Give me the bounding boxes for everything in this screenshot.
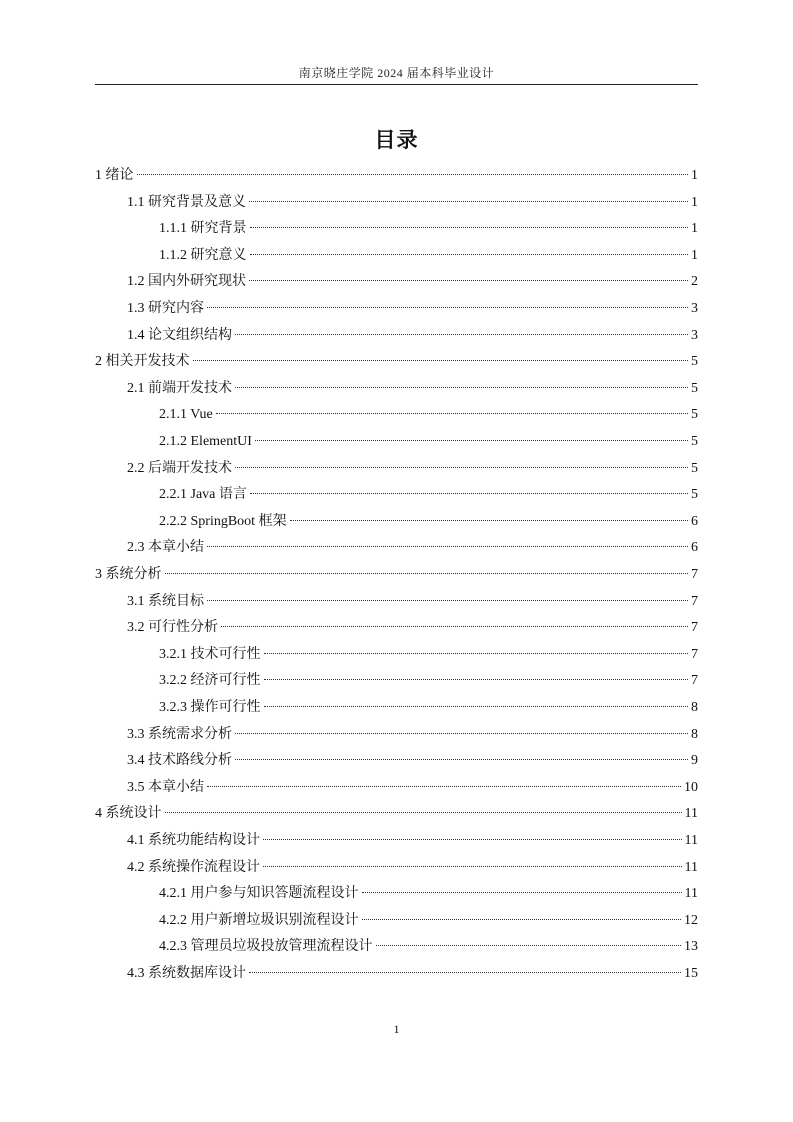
toc-entry[interactable] — [127, 271, 698, 293]
toc-entry-page: 5 — [691, 354, 698, 370]
toc-entry-label: 4.2.3 管理员垃圾投放管理流程设计 — [159, 939, 373, 955]
toc-entry[interactable] — [127, 458, 698, 480]
toc-entry-page: 6 — [691, 540, 698, 556]
toc-entry[interactable] — [159, 910, 698, 932]
toc-entry[interactable] — [159, 404, 698, 426]
toc-entry-label: 2.1.2 ElementUI — [159, 434, 252, 449]
toc-entry-page: 6 — [691, 513, 698, 529]
toc-entry[interactable] — [159, 936, 698, 958]
toc-dot-leader — [207, 307, 688, 308]
toc-entry-page: 1 — [691, 247, 698, 263]
toc-entry[interactable] — [159, 670, 698, 692]
toc-entry-page: 11 — [684, 886, 698, 902]
toc-entry[interactable] — [159, 431, 698, 453]
header-rule — [95, 84, 698, 85]
toc-entry[interactable] — [127, 857, 698, 879]
toc-entry[interactable] — [127, 298, 698, 320]
toc-entry-label: 3.2.2 经济可行性 — [159, 673, 261, 689]
toc-entry-label: 3.3 系统需求分析 — [127, 726, 232, 742]
toc-dot-leader — [235, 759, 688, 760]
toc-entry-label: 2.3 本章小结 — [127, 540, 204, 556]
toc-entry[interactable] — [127, 777, 698, 799]
toc-dot-leader — [263, 839, 682, 840]
toc-entry-label: 3.2 可行性分析 — [127, 620, 218, 636]
toc-title: 目录 — [374, 128, 419, 152]
toc-entry[interactable] — [127, 750, 698, 772]
toc-entry-label: 4 系统设计 — [95, 806, 162, 822]
toc-entry-page: 5 — [691, 380, 698, 396]
toc-entry-label: 1.1.1 研究背景 — [159, 221, 247, 237]
toc-entry-page: 10 — [684, 779, 698, 795]
toc-dot-leader — [264, 706, 689, 707]
toc-dot-leader — [290, 520, 688, 521]
toc-entry-page: 7 — [691, 620, 698, 636]
toc-dot-leader — [255, 440, 688, 441]
toc-entry[interactable] — [95, 351, 698, 373]
toc-entry-page: 8 — [691, 726, 698, 742]
toc-dot-leader — [137, 174, 689, 175]
toc-entry-page: 5 — [691, 407, 698, 423]
toc-entry-page: 12 — [684, 912, 698, 928]
toc-dot-leader — [362, 919, 682, 920]
toc-entry-label: 3 系统分析 — [95, 567, 162, 582]
toc-dot-leader — [376, 945, 682, 946]
toc-entry-page: 9 — [691, 753, 698, 769]
toc-dot-leader — [264, 653, 689, 654]
toc-dot-leader — [235, 467, 688, 468]
toc-entry-page: 13 — [684, 939, 698, 955]
toc-entry-label: 3.1 系统目标 — [127, 593, 204, 609]
toc-entry[interactable] — [159, 484, 698, 506]
toc-dot-leader — [216, 413, 688, 414]
toc-dot-leader — [193, 360, 689, 361]
toc-entry[interactable] — [127, 378, 698, 400]
toc-entry-page: 11 — [684, 833, 698, 848]
toc-entry-page: 5 — [691, 487, 698, 503]
page-header: 南京晓庄学院 2024 届本科毕业设计 — [298, 66, 495, 80]
toc-dot-leader — [235, 733, 688, 734]
toc-entry[interactable] — [127, 325, 698, 347]
toc-entry-label: 4.2.2 用户新增垃圾识别流程设计 — [159, 912, 359, 928]
toc-entry-page: 11 — [684, 859, 698, 875]
toc-entry-page: 15 — [684, 966, 698, 981]
toc-entry-label: 1.4 论文组织结构 — [127, 327, 232, 343]
toc-entry-page: 7 — [691, 593, 698, 609]
toc-entry-label: 3.2.3 操作可行性 — [159, 700, 261, 715]
toc-dot-leader — [250, 254, 689, 255]
toc-dot-leader — [249, 201, 688, 202]
toc-entry-page: 7 — [691, 673, 698, 689]
toc-entry-page: 3 — [691, 327, 698, 343]
toc-dot-leader — [165, 573, 689, 574]
toc-entry[interactable] — [127, 192, 698, 214]
toc-entry[interactable] — [159, 883, 698, 905]
toc-dot-leader — [207, 600, 688, 601]
toc-dot-leader — [221, 626, 688, 627]
toc-dot-leader — [235, 334, 688, 335]
toc-entry-label: 3.2.1 技术可行性 — [159, 646, 261, 662]
toc-entry-page: 1 — [691, 221, 698, 237]
toc-entry-label: 4.2 系统操作流程设计 — [127, 859, 260, 875]
toc-entry[interactable] — [95, 564, 698, 586]
toc-entry-label: 1.1.2 研究意义 — [159, 247, 247, 263]
toc-entry[interactable] — [159, 511, 698, 533]
toc-entry[interactable] — [159, 218, 698, 240]
toc-entry[interactable] — [159, 245, 698, 267]
toc-entry[interactable] — [159, 697, 698, 719]
toc-entry-label: 4.1 系统功能结构设计 — [127, 833, 260, 848]
toc-dot-leader — [249, 280, 688, 281]
toc-entry[interactable] — [127, 591, 698, 613]
toc-entry-label: 1.2 国内外研究现状 — [127, 274, 246, 290]
toc-entry-label: 2.2.1 Java 语言 — [159, 487, 247, 503]
toc-dot-leader — [165, 812, 682, 813]
toc-entry-page: 5 — [691, 434, 698, 449]
toc-entry-label: 3.4 技术路线分析 — [127, 753, 232, 769]
toc-entry-label: 2.1 前端开发技术 — [127, 380, 232, 396]
toc-entry-label: 1.1 研究背景及意义 — [127, 194, 246, 210]
toc-dot-leader — [264, 679, 689, 680]
toc-dot-leader — [250, 493, 688, 494]
toc-entry[interactable] — [159, 644, 698, 666]
toc-dot-leader — [207, 546, 688, 547]
toc-entry-page: 11 — [684, 806, 698, 822]
page-number: 1 — [393, 1022, 400, 1036]
toc-entry-page: 8 — [691, 700, 698, 715]
toc-entry-label: 2.1.1 Vue — [159, 407, 213, 423]
toc-dot-leader — [263, 866, 682, 867]
toc-entry[interactable] — [95, 165, 698, 187]
toc-entry-page: 7 — [691, 646, 698, 662]
toc-entry-label: 4.3 系统数据库设计 — [127, 966, 246, 981]
toc-dot-leader — [249, 972, 681, 973]
toc-entry-label: 1.3 研究内容 — [127, 301, 204, 316]
toc-entry[interactable] — [127, 537, 698, 559]
toc-entry-label: 2.2.2 SpringBoot 框架 — [159, 513, 287, 529]
toc-entry-label: 2 相关开发技术 — [95, 354, 190, 370]
toc-entry[interactable] — [127, 830, 698, 852]
toc-dot-leader — [207, 786, 681, 787]
toc-entry-page: 1 — [691, 168, 698, 183]
toc-entry-label: 4.2.1 用户参与知识答题流程设计 — [159, 886, 359, 902]
toc-entry-page: 1 — [691, 194, 698, 210]
toc-entry-label: 1 绪论 — [95, 168, 134, 183]
toc-entry-page: 5 — [691, 460, 698, 476]
toc-entry[interactable] — [127, 617, 698, 639]
toc-entry[interactable] — [127, 724, 698, 746]
toc-entry-label: 2.2 后端开发技术 — [127, 460, 232, 476]
toc-entry-page: 7 — [691, 567, 698, 582]
toc-dot-leader — [250, 227, 689, 228]
toc-entry[interactable] — [95, 803, 698, 825]
toc-entry-label: 3.5 本章小结 — [127, 779, 204, 795]
toc-dot-leader — [362, 892, 682, 893]
toc-entry-page: 2 — [691, 274, 698, 290]
toc-dot-leader — [235, 387, 688, 388]
toc-entry-page: 3 — [691, 301, 698, 316]
toc-entry[interactable] — [127, 963, 698, 985]
